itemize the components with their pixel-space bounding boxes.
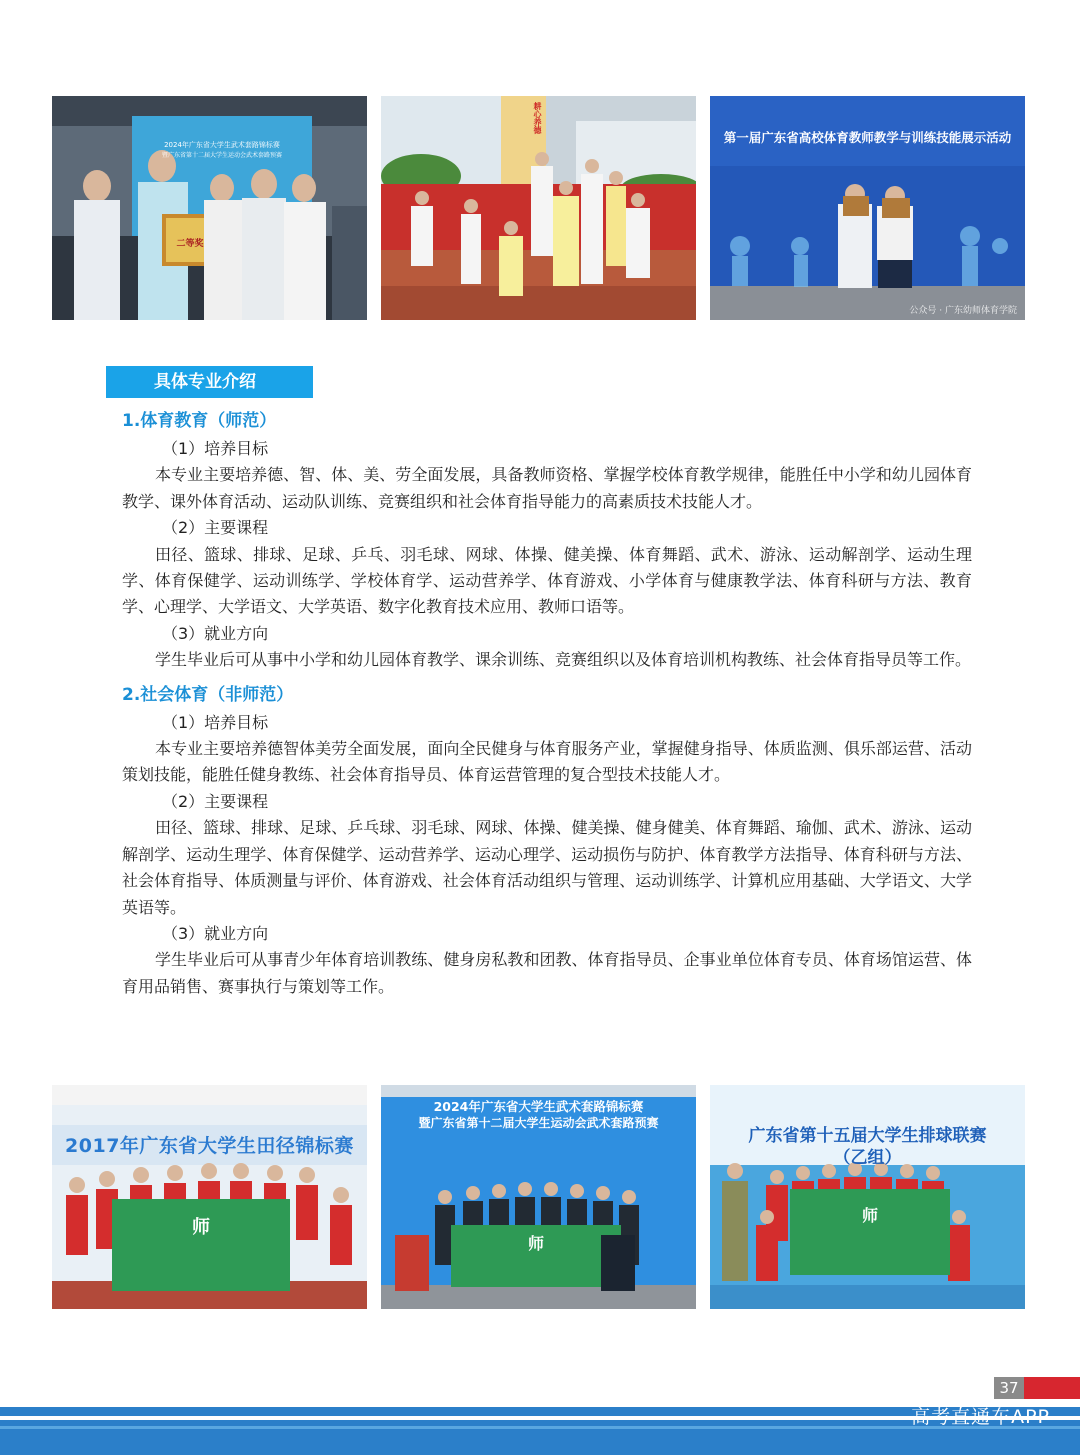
page-number: 37 [994,1377,1024,1399]
major-content [122,406,972,1000]
photo-volleyball-league [710,1085,1025,1309]
major-block-2 [122,680,972,1000]
major-title: 2.社会体育（非师范） [122,684,294,705]
photo-track-championship [52,1085,367,1309]
major-title: 1.体育教育（师范） [122,411,277,431]
major-block-1 [122,406,972,674]
career-text: 学生毕业后可从事中小学和幼儿园体育教学、课余训练、竞赛组织以及体育培训机构教练、社会体育指导员等工作。 [155,650,972,670]
course-heading: （2）主要课程 [162,791,269,811]
photo-banner-line2: 暨广东省第十二届大学生运动会武术套路预赛 [161,152,282,159]
page-number-accent [1024,1377,1080,1399]
award-certificate-text: 二等奖 [176,239,204,249]
photo-teacher-skills-award [710,96,1025,320]
goal-heading: （1）培养目标 [162,712,269,732]
career-heading: （3）就业方向 [162,923,269,943]
flag-mark: 师 [861,1206,878,1225]
photo-banner: 第一届广东省高校体育教师教学与训练技能展示活动 [723,130,1012,145]
page-number-box [994,1377,1080,1399]
photo-watermark: 公众号 · 广东幼师体育学院 [909,306,1017,316]
goal-heading: （1）培养目标 [162,439,269,458]
photo-banner: 2017年广东省大学生田径锦标赛 [65,1135,354,1157]
course-heading: （2）主要课程 [162,518,269,538]
photo-wushu-group [381,96,696,320]
goal-text: 本专业主要培养德、智、体、美、劳全面发展，具备教师资格、掌握学校体育教学规律，能胜任中小学和幼儿园体育教学、课外体育活动、运动队训练、竞赛组织和社会体育指导能力的高素质技术技能人才。 [122,465,972,511]
career-text: 学生毕业后可从事青少年体育培训教练、健身房私教和团教、体育指导员、企事业单位体育专员、体育场馆运营、体育用品销售、赛事执行与策划等工作。 [122,950,972,996]
photo-award-ceremony [52,96,367,320]
goal-text: 本专业主要培养德智体美劳全面发展，面向全民健身与体育服务产业，掌握健身指导、体质监测、俱乐部运营、活动策划技能，能胜任健身教练、社会体育指导员、体育运营管理的复合型技术技能人才。 [122,739,972,785]
bottom-photo-row [52,1085,1025,1309]
flag-mark: 师 [192,1217,210,1238]
campus-sign-text: 耕心养德 [533,102,542,134]
career-heading: （3）就业方向 [162,623,269,643]
photo-banner-line1: 2024年广东省大学生武术套路锦标赛 [433,1099,644,1114]
photo-banner-line2: 暨广东省第十二届大学生运动会武术套路预赛 [418,1116,659,1130]
section-tab-major-intro: 具体专业介绍 [106,366,313,398]
photo-banner-line1: 广东省第十五届大学生排球联赛 [748,1126,987,1146]
course-text: 田径、篮球、排球、足球、乒乓球、羽毛球、网球、体操、健美操、健身健美、体育舞蹈、瑜伽、武术、游泳、运动解剖学、运动生理学、体育保健学、运动营养学、运动心理学、运动损伤与防护、体育教学方法指导、体育科研与方法、社会体育指导、体质测量与评价、体育游戏、社会体育活动组织与管理、运动训练学、计算机应用基础、大学语文、大学英语等。 [122,818,972,917]
flag-mark: 师 [527,1234,544,1253]
footer-brand-watermark: 高考直通车APP [911,1406,1050,1428]
photo-banner-line2: （乙组） [833,1148,902,1168]
photo-wushu-championship [381,1085,696,1309]
course-text: 田径、篮球、排球、足球、乒乓、羽毛球、网球、体操、健美操、体育舞蹈、武术、游泳、运动解剖学、运动生理学、体育保健学、运动训练学、学校体育学、运动营养学、体育游戏、小学体育与健康教学法、体育科研与方法、教育学、心理学、大学语文、大学英语、数字化教育技术应用、教师口语等。 [122,544,972,617]
top-photo-row [52,96,1025,320]
photo-banner-line1: 2024年广东省大学生武术套路锦标赛 [164,141,280,149]
